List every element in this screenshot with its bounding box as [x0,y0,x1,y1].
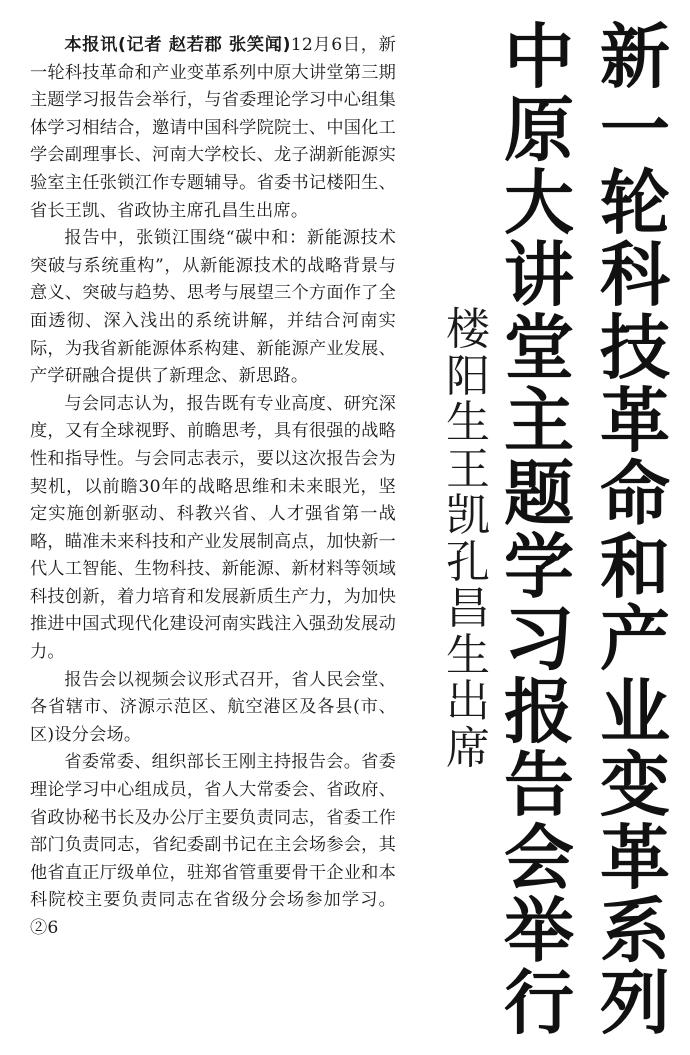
article-body [30,32,396,943]
paragraph-3: 与会同志认为，报告既有专业高度、研究深度，又有全球视野、前瞻思考，具有很强的战略性和指导性。与会同志表示，要以这次报告会为契机，以前瞻30年的战略思维和未来眼光，坚定实施创新驱动、科教兴省、人才强省第一战略，瞄准未来科技和产业发展制高点，加快新一代人工智能、生物科技、新能源、新材料等领域科技创新，着力培育和发展新质生产力，为加快推进中国式现代化建设河南实践注入强劲发展动力。 [30,393,396,663]
byline: 本报讯(记者 赵若郡 张笑闻) [64,35,291,55]
headline-line-2: 中 原 大 讲 堂 主 题 学 习 报 告 会 举 行 [504,16,574,1045]
subheadline: 楼 阳 生 王 凯 孔 昌 生 出 席 [446,304,490,774]
paragraph-2: 报告中，张锁江围绕“碳中和：新能源技术突破与系统重构”，从新能源技术的战略背景与意义、突破与趋势、思考与展望三个方面作了全面透彻、深入浅出的系统讲解，并结合河南实际，为我省新能源体系构建、新能源产业发展、产学研融合提供了新理念、新思路。 [30,228,396,387]
paragraph-1 [30,32,396,225]
headline [504,16,670,1045]
paragraph-5: 省委常委、组织部长王刚主持报告会。省委理论学习中心组成员，省人大常委会、省政府、省政协秘书长及办公厅主要负责同志，省委工作部门负责同志，省纪委副书记在主会场参会，其他省直正厅级单位，驻郑省管重要骨干企业和本科院校主要负责同志在省级分会场参加学习。②6 [30,752,396,938]
paragraph-4: 报告会以视频会议形式召开，省人民会堂、各省辖市、济源示范区、航空港区及各县(市、区)设分会场。 [30,669,396,745]
headline-line-1: 新 一 轮 科 技 革 命 和 产 业 变 革 系 列 [600,16,670,1045]
paragraph-1-text: 12月6日，新一轮科技革命和产业变革系列中原大讲堂第三期主题学习报告会举行，与省委理论学习中心组集体学习相结合，邀请中国科学院院士、中国化工学会副理事长、河南大学校长、龙子湖新能源实验室主任张锁江作专题辅导。省委书记楼阳生、省长王凯、省政协主席孔昌生出席。 [30,35,396,221]
